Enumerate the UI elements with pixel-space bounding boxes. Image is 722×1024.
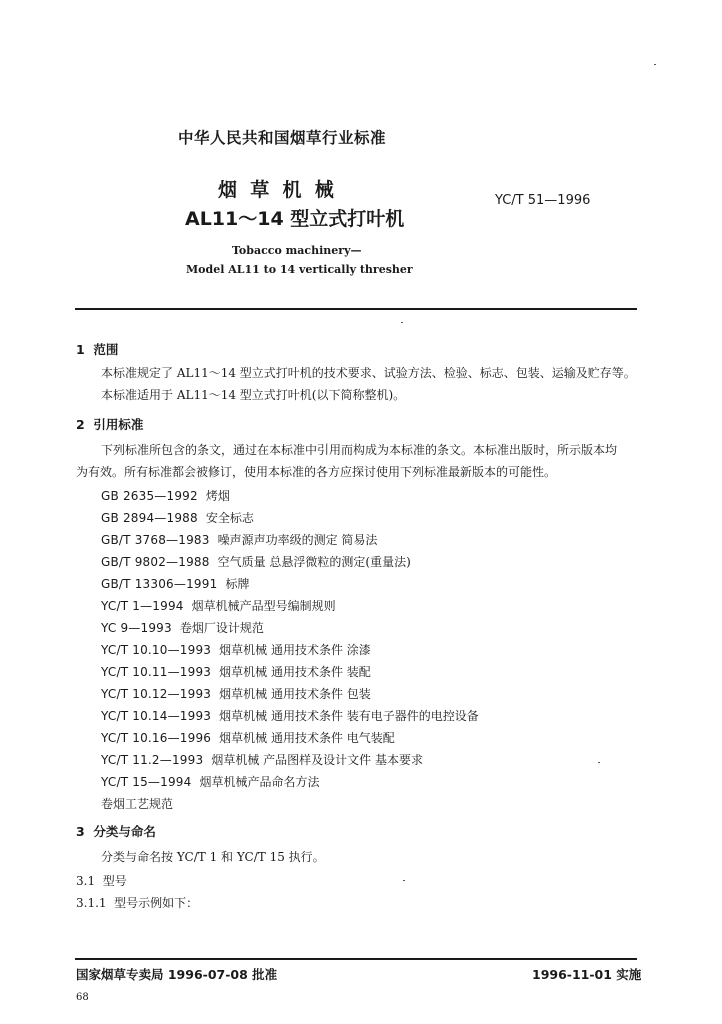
list-item: YC/T 10.16—1996 烟草机械 通用技术条件 电气装配	[101, 731, 395, 745]
list-item: GB/T 13306—1991 标牌	[101, 577, 250, 591]
section-1-paragraph-2: 本标准适用于 AL11～14 型立式打叶机(以下简称整机)。	[101, 388, 406, 402]
implementation-date: 1996-11-01 实施	[532, 967, 642, 982]
list-item: YC/T 15—1994 烟草机械产品命名方法	[101, 775, 320, 789]
section-1-paragraph-1: 本标准规定了 AL11～14 型立式打叶机的技术要求、试验方法、检验、标志、包装、运输及贮存等。	[101, 366, 636, 380]
english-title-line-2: Model AL11 to 14 vertically thresher	[186, 263, 413, 276]
subsection-3-1: 3.1 型号	[76, 874, 127, 888]
list-item: YC/T 1—1994 烟草机械产品型号编制规则	[101, 599, 336, 613]
section-2-paragraph-1: 下列标准所包含的条文，通过在本标准中引用而构成为本标准的条文。本标准出版时，所示版本均	[101, 443, 618, 457]
title-line-1: 烟 草 机 械	[218, 179, 334, 201]
scan-speck	[401, 322, 403, 323]
list-item: GB 2894—1988 安全标志	[101, 511, 254, 525]
list-item: YC/T 11.2—1993 烟草机械 产品图样及设计文件 基本要求	[101, 753, 423, 767]
list-item: YC/T 10.12—1993 烟草机械 通用技术条件 包装	[101, 687, 371, 701]
list-item: YC/T 10.14—1993 烟草机械 通用技术条件 装有电子器件的电控设备	[101, 709, 479, 723]
section-3-heading: 3 分类与命名	[76, 824, 156, 839]
title-line-2: AL11～14 型立式打叶机	[185, 208, 405, 230]
section-2-paragraph-2: 为有效。所有标准都会被修订，使用本标准的各方应探讨使用下列标准最新版本的可能性。	[76, 465, 557, 479]
list-item: YC/T 10.11—1993 烟草机械 通用技术条件 装配	[101, 665, 371, 679]
list-item: GB/T 9802—1988 空气质量 总悬浮微粒的测定(重量法)	[101, 555, 411, 569]
section-2-heading: 2 引用标准	[76, 417, 144, 432]
list-item: GB/T 3768—1983 噪声源声功率级的测定 简易法	[101, 533, 378, 547]
list-item: YC/T 10.10—1993 烟草机械 通用技术条件 涂漆	[101, 643, 371, 657]
scan-speck	[403, 880, 405, 881]
page-number: 68	[76, 992, 89, 1003]
list-item: YC 9—1993 卷烟厂设计规范	[101, 621, 264, 635]
english-title-line-1: Tobacco machinery—	[232, 244, 362, 257]
list-item: GB 2635—1992 烤烟	[101, 489, 230, 503]
section-3-paragraph-1: 分类与命名按 YC/T 1 和 YC/T 15 执行。	[101, 850, 325, 864]
scan-speck	[654, 64, 656, 65]
section-1-heading: 1 范围	[76, 342, 119, 357]
standard-number: YC/T 51—1996	[495, 193, 591, 208]
scan-speck	[598, 762, 600, 763]
header-rule	[75, 308, 637, 310]
list-item: 卷烟工艺规范	[101, 797, 174, 811]
footer-rule	[75, 958, 637, 960]
approval-line: 国家烟草专卖局 1996-07-08 批准	[76, 967, 278, 982]
issuing-category: 中华人民共和国烟草行业标准	[178, 129, 387, 147]
subsection-3-1-1: 3.1.1 型号示例如下：	[76, 896, 199, 910]
